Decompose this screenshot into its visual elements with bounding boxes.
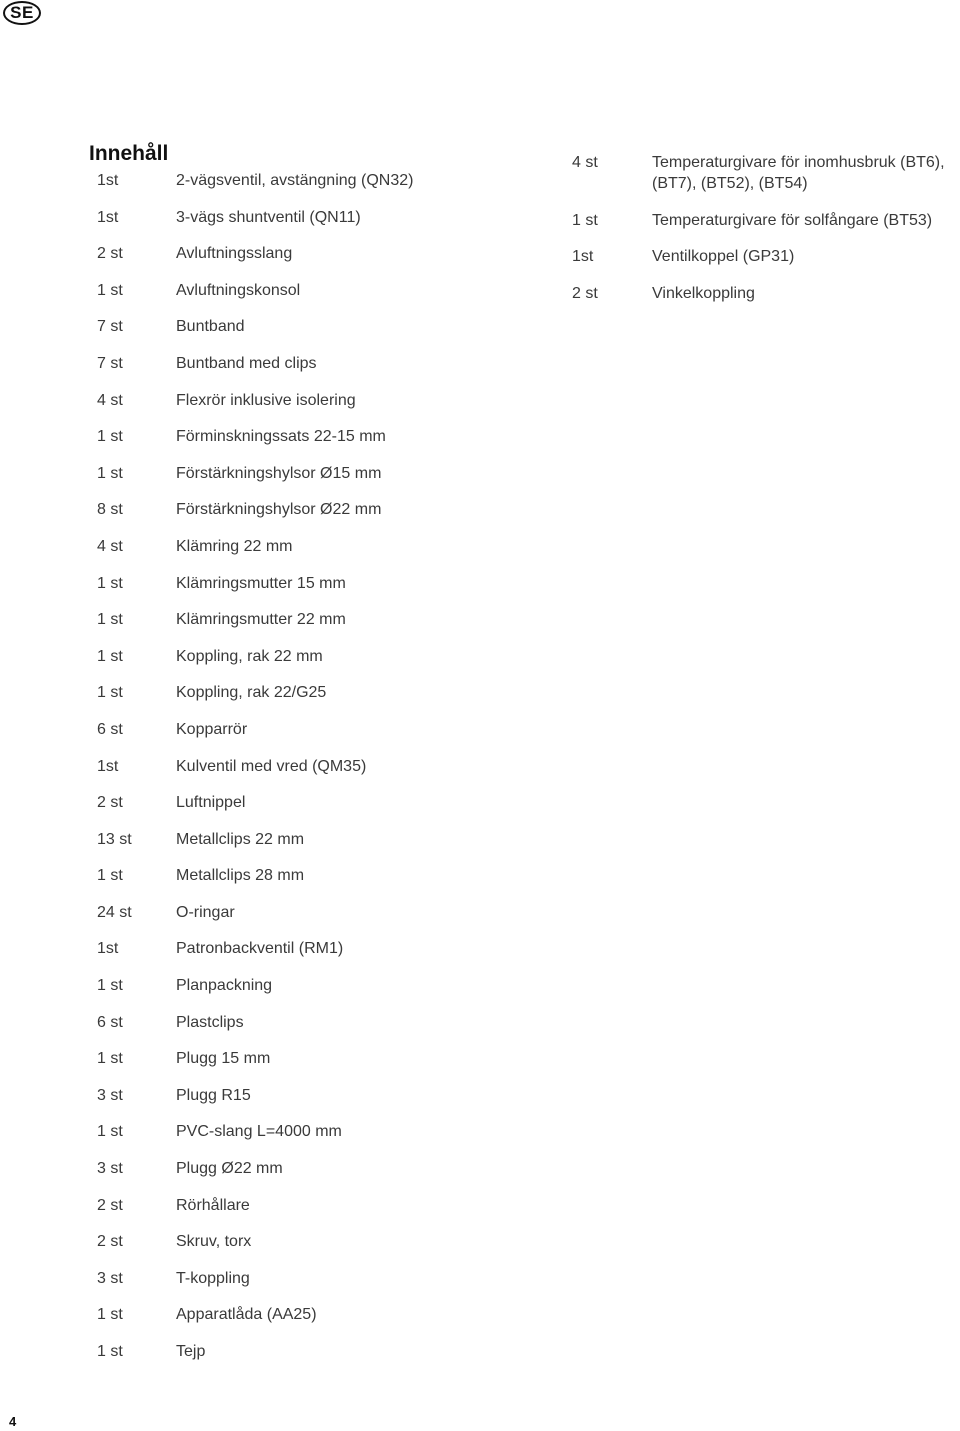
list-item xyxy=(97,1048,537,1085)
item-description: Förminskningssats 22-15 mm xyxy=(176,428,386,446)
item-quantity: 13 st xyxy=(97,830,132,848)
item-description: Avluftningskonsol xyxy=(176,281,301,299)
item-description: Planpackning xyxy=(176,977,273,995)
item-quantity: 2 st xyxy=(97,794,123,812)
list-item xyxy=(97,1268,537,1305)
list-item xyxy=(97,646,537,683)
language-badge: SE xyxy=(3,1,41,25)
item-description: Plastclips xyxy=(176,1013,244,1031)
item-quantity: 4 st xyxy=(572,154,598,171)
contents-list-right xyxy=(572,152,960,319)
item-quantity: 8 st xyxy=(97,501,123,519)
item-quantity: 1st xyxy=(97,172,119,189)
item-quantity: 1st xyxy=(97,208,119,226)
item-description: Plugg R15 xyxy=(176,1086,251,1104)
list-item xyxy=(97,609,537,646)
item-quantity: 2 st xyxy=(97,1196,123,1214)
item-description: Klämringsmutter 22 mm xyxy=(176,611,346,629)
list-item xyxy=(97,1195,537,1232)
item-quantity: 7 st xyxy=(97,354,123,372)
item-quantity: 2 st xyxy=(97,1233,123,1251)
item-quantity: 1 st xyxy=(97,977,123,995)
item-quantity: 1 st xyxy=(97,867,123,885)
list-item xyxy=(97,682,537,719)
item-description: Avluftningsslang xyxy=(176,245,293,263)
item-quantity: 1st xyxy=(97,757,119,775)
list-item xyxy=(97,243,537,280)
list-item xyxy=(97,792,537,829)
item-quantity: 3 st xyxy=(97,1086,123,1104)
list-item xyxy=(97,170,537,207)
list-item xyxy=(97,207,537,244)
list-item xyxy=(97,756,537,793)
item-quantity: 2 st xyxy=(97,245,123,263)
item-description: Patronbackventil (RM1) xyxy=(176,940,344,958)
item-description: PVC-slang L=4000 mm xyxy=(176,1123,342,1141)
list-item xyxy=(572,152,960,194)
item-description: Temperaturgivare för solfångare (BT53) xyxy=(652,211,933,229)
item-description: Rörhållare xyxy=(176,1196,250,1214)
item-quantity: 1 st xyxy=(572,211,598,229)
list-item xyxy=(97,463,537,500)
item-description: Koppling, rak 22/G25 xyxy=(176,684,327,702)
item-quantity: 1 st xyxy=(97,611,123,629)
contents-list-left xyxy=(97,170,537,1378)
item-description: Plugg 15 mm xyxy=(176,1050,271,1068)
list-item xyxy=(97,1231,537,1268)
list-item xyxy=(97,902,537,939)
item-description: 3-vägs shuntventil (QN11) xyxy=(176,208,361,226)
item-description: Vinkelkoppling xyxy=(652,284,755,302)
list-item xyxy=(97,1304,537,1341)
item-description: Förstärkningshylsor Ø15 mm xyxy=(176,464,382,482)
item-description: Koppling, rak 22 mm xyxy=(176,647,323,665)
list-item xyxy=(97,1085,537,1122)
item-quantity: 1 st xyxy=(97,647,123,665)
item-description: Klämring 22 mm xyxy=(176,537,293,555)
item-description: Metallclips 28 mm xyxy=(176,867,305,885)
list-item xyxy=(572,283,960,304)
list-item xyxy=(97,280,537,317)
item-quantity: 1st xyxy=(97,940,119,958)
item-description: Tejp xyxy=(176,1343,206,1360)
item-description: Klämringsmutter 15 mm xyxy=(176,574,346,592)
item-description: T-koppling xyxy=(176,1269,250,1287)
item-description: Apparatlåda (AA25) xyxy=(176,1306,317,1324)
list-item xyxy=(97,1158,537,1195)
item-quantity: 1 st xyxy=(97,281,123,299)
list-item xyxy=(97,499,537,536)
item-description: O-ringar xyxy=(176,903,235,921)
list-item xyxy=(97,573,537,610)
list-item xyxy=(97,536,537,573)
item-quantity: 24 st xyxy=(97,903,132,921)
item-quantity: 3 st xyxy=(97,1160,123,1178)
list-item xyxy=(97,1121,537,1158)
item-description: Flexrör inklusive isolering xyxy=(176,391,356,409)
item-quantity: 1 st xyxy=(97,574,123,592)
item-quantity: 1 st xyxy=(97,1306,123,1324)
item-quantity: 7 st xyxy=(97,318,123,336)
list-item xyxy=(97,426,537,463)
list-item xyxy=(97,353,537,390)
item-description: Förstärkningshylsor Ø22 mm xyxy=(176,501,382,519)
item-quantity: 4 st xyxy=(97,537,123,555)
list-item xyxy=(572,246,960,267)
list-item xyxy=(97,719,537,756)
item-quantity: 1 st xyxy=(97,464,123,482)
item-description: Buntband xyxy=(176,318,245,336)
list-item xyxy=(97,865,537,902)
item-quantity: 2 st xyxy=(572,284,598,302)
list-item xyxy=(572,210,960,231)
section-title: Innehåll xyxy=(89,142,169,165)
list-item xyxy=(97,390,537,427)
list-item xyxy=(97,1012,537,1049)
item-description: Kulventil med vred (QM35) xyxy=(176,757,367,775)
item-quantity: 1 st xyxy=(97,1050,123,1068)
item-description: 2-vägsventil, avstängning (QN32) xyxy=(176,172,414,189)
item-quantity: 4 st xyxy=(97,391,123,409)
list-item xyxy=(97,829,537,866)
list-item xyxy=(97,316,537,353)
item-description: Ventilkoppel (GP31) xyxy=(652,248,795,266)
item-description: Skruv, torx xyxy=(176,1233,252,1251)
list-item xyxy=(97,938,537,975)
item-quantity: 1 st xyxy=(97,1343,123,1360)
item-description: Metallclips 22 mm xyxy=(176,830,305,848)
item-quantity: 6 st xyxy=(97,720,123,738)
item-quantity: 1st xyxy=(572,248,594,266)
list-item xyxy=(97,975,537,1012)
item-description: Plugg Ø22 mm xyxy=(176,1160,283,1178)
item-quantity: 1 st xyxy=(97,1123,123,1141)
item-quantity: 6 st xyxy=(97,1013,123,1031)
list-item xyxy=(97,1341,537,1378)
item-description: Luftnippel xyxy=(176,794,246,812)
item-quantity: 1 st xyxy=(97,684,123,702)
page-number: 4 xyxy=(9,1414,17,1429)
item-quantity: 3 st xyxy=(97,1269,123,1287)
item-description: Temperaturgivare för inomhusbruk (BT6), (BT7), (BT52), (BT54) xyxy=(652,154,945,192)
item-description: Kopparrör xyxy=(176,720,248,738)
item-description: Buntband med clips xyxy=(176,354,317,372)
item-quantity: 1 st xyxy=(97,428,123,446)
